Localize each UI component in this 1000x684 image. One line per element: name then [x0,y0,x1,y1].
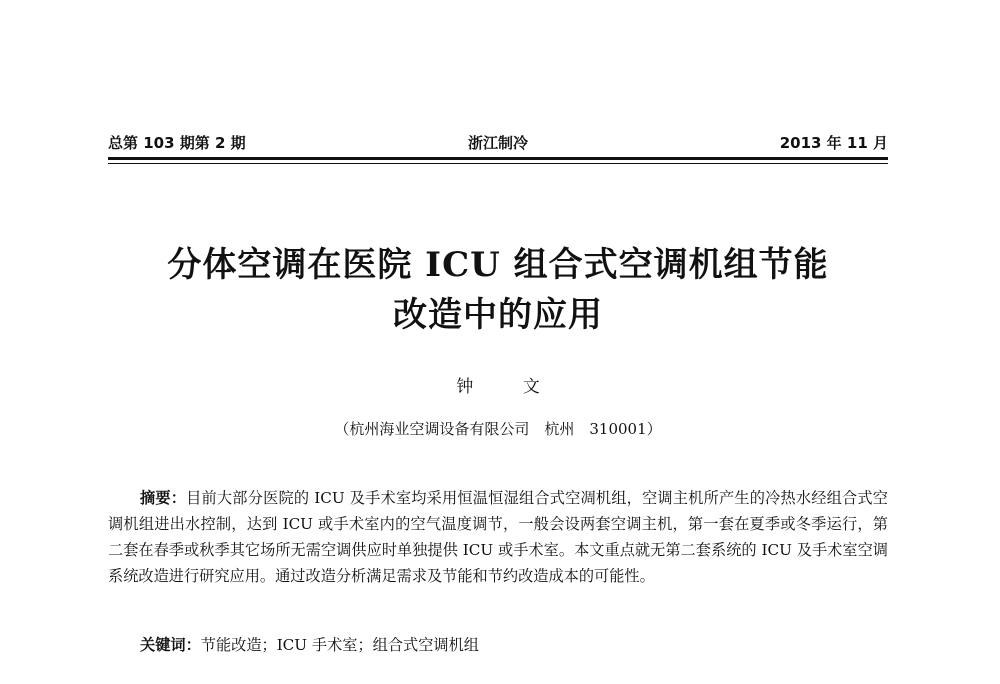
journal-name: 浙江制冷 [467,134,528,152]
affiliation: （杭州海业空调设备有限公司 杭州 310001） [334,420,662,438]
abstract-label: 摘要： [140,489,187,507]
title-line-1: 分体空调在医院 ICU 组合式空调机组节能 [167,245,829,285]
abstract [108,485,888,589]
abstract-text: 目前大部分医院的 ICU 及手术室均采用恒温恒湿组合式空凋机组，空调主机所产生的冷热水经组合式空调机组进出水控制，达到 ICU 或手术室内的空气温度调节，一般会设两套空调主机，第一套在夏季或冬季运行，第二套在春季或秋季其它场所无需空调供应时单独提供 ICU 或手术室。本文重点就无第二套系统的 ICU 及手术室空调系统改造进行研究应用。通过改造分析满足需求及节能和节约改造成本的可能性。 [108,489,888,585]
issue-number: 总第 103 期第 2 期 [108,134,246,152]
header-rule-thin [108,163,888,164]
publication-date: 2013 年 11 月 [779,134,888,152]
keywords [108,632,888,658]
author [108,375,888,399]
running-header [108,132,888,154]
author-name: 钟 文 [456,377,562,397]
header-rule-thick [108,157,888,160]
keywords-text: 节能改造；ICU 手术室；组合式空调机组 [200,636,479,654]
title-line-2: 改造中的应用 [393,295,603,335]
keywords-label: 关键词： [140,636,201,654]
paper-title [108,240,888,340]
